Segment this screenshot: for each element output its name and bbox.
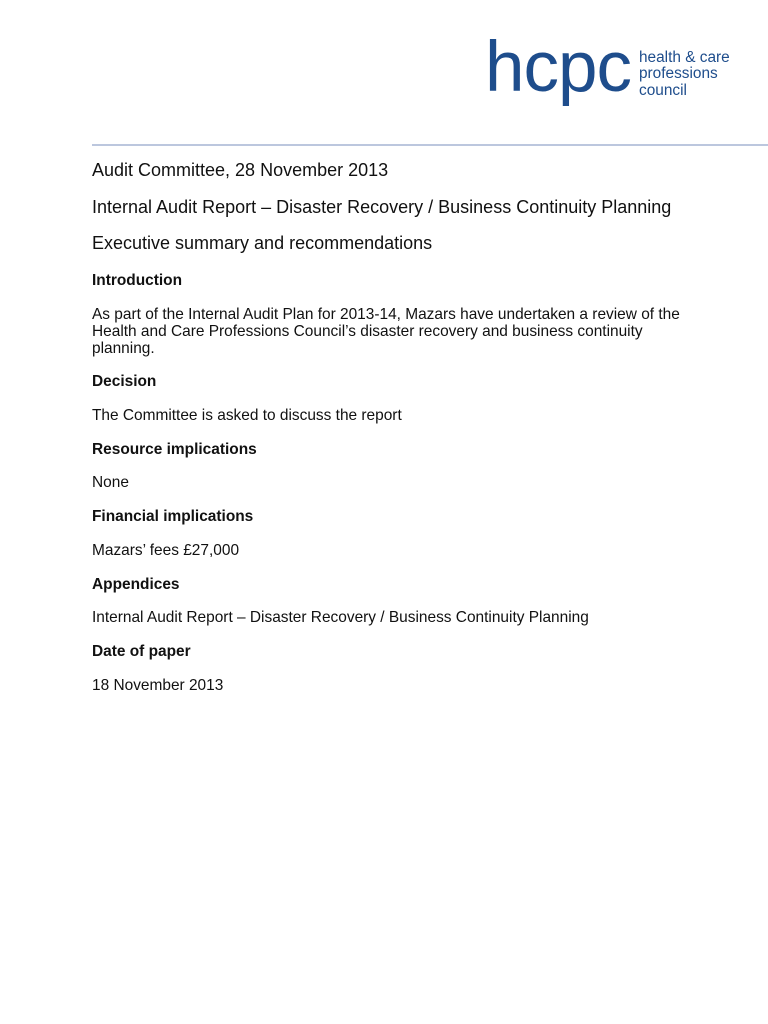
section-heading: Resource implications <box>92 440 257 458</box>
section-body <box>92 407 680 424</box>
body-line: As part of the Internal Audit Plan for 2013-14, Mazars have undertaken a review of the <box>92 305 680 323</box>
body-line: Health and Care Professions Council’s disaster recovery and business continuity <box>92 322 643 340</box>
section-body <box>92 306 680 357</box>
body-line: 18 November 2013 <box>92 676 224 694</box>
section-body <box>92 609 680 626</box>
section-heading: Date of paper <box>92 642 191 660</box>
section-appendices <box>92 576 680 627</box>
section-body <box>92 474 680 491</box>
section-date-of-paper <box>92 643 680 694</box>
section-body <box>92 542 680 559</box>
body-line: The Committee is asked to discuss the report <box>92 407 402 425</box>
section-financial-implications <box>92 508 680 559</box>
section-decision <box>92 373 680 424</box>
body-line: Internal Audit Report – Disaster Recovery / Business Continuity Planning <box>92 609 589 627</box>
document-subtitle: Executive summary and recommendations <box>92 233 433 253</box>
section-resource-implications <box>92 441 680 492</box>
logo-tagline-line: council <box>639 81 687 99</box>
section-heading: Financial implications <box>92 508 254 526</box>
section-heading: Appendices <box>92 575 180 593</box>
header-rule <box>92 144 768 146</box>
sections <box>92 272 680 694</box>
body-line: Mazars’ fees £27,000 <box>92 541 240 559</box>
hcpc-logo <box>485 28 745 112</box>
section-heading: Decision <box>92 373 157 391</box>
logo-tagline <box>639 50 730 99</box>
meeting-title: Audit Committee, 28 November 2013 <box>92 160 389 180</box>
section-heading: Introduction <box>92 272 183 289</box>
section-introduction <box>92 272 680 357</box>
logo-tagline-line: professions <box>639 65 718 83</box>
report-title: Internal Audit Report – Disaster Recovery / Business Continuity Planning <box>92 197 672 217</box>
body-line: planning. <box>92 339 155 357</box>
section-body <box>92 677 680 694</box>
body-line: None <box>92 474 129 492</box>
logo-tagline-line: health & care <box>639 49 730 66</box>
logo-wordmark: hcpc <box>485 28 631 107</box>
